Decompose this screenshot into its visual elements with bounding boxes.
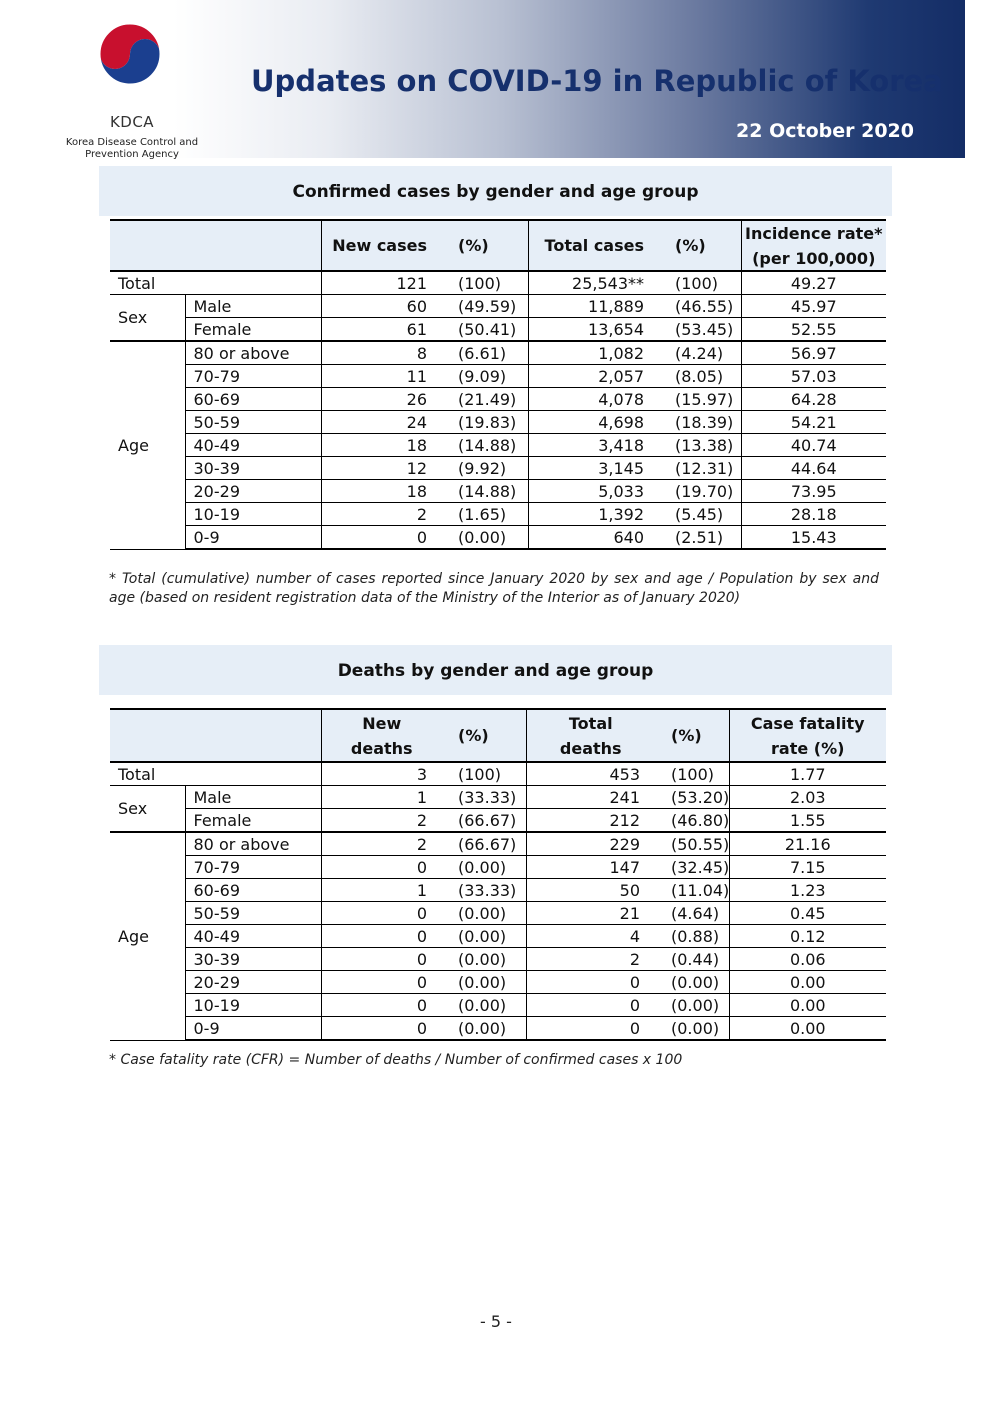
new-pct-value: (0.00)	[442, 948, 526, 971]
row-label: 80 or above	[185, 832, 321, 856]
table-header-row	[110, 709, 886, 762]
table-row	[110, 411, 886, 434]
row-label: 40-49	[185, 925, 321, 948]
rate-value: 21.16	[729, 832, 886, 856]
deaths-section-title: Deaths by gender and age group	[99, 645, 892, 695]
total-pct-value: (53.20)	[655, 786, 729, 809]
total-value: 147	[526, 856, 655, 879]
row-label: Male	[185, 786, 321, 809]
new-pct-value: (33.33)	[442, 879, 526, 902]
row-label: 20-29	[185, 971, 321, 994]
row-label: 10-19	[185, 994, 321, 1017]
new-value: 11	[321, 365, 442, 388]
total-value: 2	[526, 948, 655, 971]
new-value: 12	[321, 457, 442, 480]
col-header-new-deaths	[321, 709, 442, 762]
group-label-age: Age	[110, 832, 185, 1040]
total-value: 3,418	[528, 434, 659, 457]
new-pct-value: (0.00)	[442, 856, 526, 879]
new-pct-value: (14.88)	[442, 434, 528, 457]
new-value: 0	[321, 971, 442, 994]
new-value: 1	[321, 879, 442, 902]
col-header-rate-line1: Case fatality	[750, 713, 865, 733]
rate-value: 7.15	[729, 856, 886, 879]
total-pct-value: (0.00)	[655, 1017, 729, 1041]
total-pct-value: (46.80)	[655, 809, 729, 833]
new-value: 0	[321, 902, 442, 925]
col-header-incidence-rate	[741, 220, 886, 271]
new-value: 2	[321, 832, 442, 856]
row-label: 50-59	[185, 411, 321, 434]
new-pct-value: (0.00)	[442, 994, 526, 1017]
table-row	[110, 295, 886, 318]
rate-value: 73.95	[741, 480, 886, 503]
table-row	[110, 503, 886, 526]
page-title: Updates on COVID-19 in Republic of Korea	[251, 64, 943, 98]
row-label: 40-49	[185, 434, 321, 457]
new-value: 24	[321, 411, 442, 434]
new-value: 0	[321, 1017, 442, 1041]
col-header-total-line2: deaths	[559, 738, 622, 758]
total-value: 50	[526, 879, 655, 902]
total-pct-value: (100)	[659, 271, 741, 295]
kdca-logo	[62, 20, 202, 160]
rate-value: 0.00	[729, 1017, 886, 1041]
new-pct-value: (0.00)	[442, 971, 526, 994]
total-value: 229	[526, 832, 655, 856]
row-label: 10-19	[185, 503, 321, 526]
new-pct-value: (21.49)	[442, 388, 528, 411]
table-row	[110, 434, 886, 457]
rate-value: 57.03	[741, 365, 886, 388]
total-value: 241	[526, 786, 655, 809]
total-value: 3,145	[528, 457, 659, 480]
col-header-total-deaths	[526, 709, 655, 762]
col-header-rate-line2: (per 100,000)	[752, 248, 876, 268]
new-value: 3	[321, 762, 442, 786]
total-pct-value: (19.70)	[659, 480, 741, 503]
total-value: 4	[526, 925, 655, 948]
new-pct-value: (6.61)	[442, 341, 528, 365]
table-row	[110, 902, 886, 925]
rate-value: 1.55	[729, 809, 886, 833]
total-pct-value: (8.05)	[659, 365, 741, 388]
total-value: 2,057	[528, 365, 659, 388]
confirmed-table-body	[110, 220, 886, 549]
new-pct-value: (9.09)	[442, 365, 528, 388]
rate-value: 52.55	[741, 318, 886, 342]
table-row	[110, 480, 886, 503]
row-label-total: Total	[110, 271, 321, 295]
total-pct-value: (100)	[655, 762, 729, 786]
row-label: 70-79	[185, 365, 321, 388]
total-pct-value: (2.51)	[659, 526, 741, 550]
total-pct-value: (11.04)	[655, 879, 729, 902]
table-row	[110, 994, 886, 1017]
table-row	[110, 925, 886, 948]
total-value: 0	[526, 994, 655, 1017]
group-label-sex: Sex	[110, 786, 185, 833]
table-row-total	[110, 271, 886, 295]
table-row	[110, 341, 886, 365]
col-header-total-pct: (%)	[659, 220, 741, 271]
new-value: 0	[321, 856, 442, 879]
total-pct-value: (50.55)	[655, 832, 729, 856]
deaths-footnote: * Case fatality rate (CFR) = Number of deaths / Number of confirmed cases x 100	[109, 1052, 683, 1068]
col-header-new-pct: (%)	[442, 709, 526, 762]
total-value: 25,543**	[528, 271, 659, 295]
total-value: 212	[526, 809, 655, 833]
total-pct-value: (18.39)	[659, 411, 741, 434]
rate-value: 0.00	[729, 994, 886, 1017]
rate-value: 28.18	[741, 503, 886, 526]
org-name	[62, 137, 202, 161]
new-pct-value: (0.00)	[442, 1017, 526, 1041]
row-label: 70-79	[185, 856, 321, 879]
org-name-line1: Korea Disease Control and	[65, 137, 199, 148]
table-row	[110, 832, 886, 856]
total-pct-value: (53.45)	[659, 318, 741, 342]
table-row	[110, 879, 886, 902]
total-pct-value: (5.45)	[659, 503, 741, 526]
total-pct-value: (12.31)	[659, 457, 741, 480]
row-label: 0-9	[185, 526, 321, 550]
page-header	[0, 0, 965, 158]
table-header-row	[110, 220, 886, 271]
taegeuk-emblem-icon	[98, 22, 162, 86]
new-value: 2	[321, 809, 442, 833]
row-label: 50-59	[185, 902, 321, 925]
row-label: Female	[185, 318, 321, 342]
deaths-table	[110, 708, 886, 1041]
rate-value: 1.77	[729, 762, 886, 786]
total-pct-value: (4.64)	[655, 902, 729, 925]
total-pct-value: (32.45)	[655, 856, 729, 879]
col-header-new-line1: New	[362, 713, 402, 733]
new-value: 0	[321, 948, 442, 971]
group-label-age: Age	[110, 341, 185, 549]
new-pct-value: (49.59)	[442, 295, 528, 318]
confirmed-footnote: * Total (cumulative) number of cases reported since January 2020 by sex and age / Population by sex and age (based on resident registration data of the Ministry of the Interior as of January 2020)	[109, 571, 879, 606]
row-label: 60-69	[185, 879, 321, 902]
row-label: 20-29	[185, 480, 321, 503]
row-label: 30-39	[185, 948, 321, 971]
row-label: Female	[185, 809, 321, 833]
table-row	[110, 388, 886, 411]
total-value: 21	[526, 902, 655, 925]
table-row	[110, 318, 886, 342]
new-value: 0	[321, 994, 442, 1017]
row-label: Male	[185, 295, 321, 318]
new-pct-value: (1.65)	[442, 503, 528, 526]
new-value: 26	[321, 388, 442, 411]
row-label: 30-39	[185, 457, 321, 480]
rate-value: 56.97	[741, 341, 886, 365]
table-row	[110, 365, 886, 388]
col-header-new-pct: (%)	[442, 220, 528, 271]
new-value: 121	[321, 271, 442, 295]
new-pct-value: (66.67)	[442, 809, 526, 833]
total-value: 0	[526, 971, 655, 994]
rate-value: 54.21	[741, 411, 886, 434]
total-pct-value: (4.24)	[659, 341, 741, 365]
total-value: 640	[528, 526, 659, 550]
total-pct-value: (0.88)	[655, 925, 729, 948]
deaths-table-body	[110, 709, 886, 1040]
rate-value: 40.74	[741, 434, 886, 457]
new-pct-value: (19.83)	[442, 411, 528, 434]
new-value: 2	[321, 503, 442, 526]
rate-value: 64.28	[741, 388, 886, 411]
row-label: 0-9	[185, 1017, 321, 1041]
new-pct-value: (100)	[442, 271, 528, 295]
table-row	[110, 948, 886, 971]
total-value: 5,033	[528, 480, 659, 503]
new-pct-value: (66.67)	[442, 832, 526, 856]
total-value: 11,889	[528, 295, 659, 318]
total-pct-value: (13.38)	[659, 434, 741, 457]
org-abbreviation: KDCA	[109, 113, 155, 131]
row-label: 80 or above	[185, 341, 321, 365]
total-pct-value: (15.97)	[659, 388, 741, 411]
new-value: 0	[321, 526, 442, 550]
table-row	[110, 457, 886, 480]
rate-value: 1.23	[729, 879, 886, 902]
total-value: 0	[526, 1017, 655, 1041]
confirmed-table	[110, 219, 886, 550]
total-pct-value: (0.00)	[655, 971, 729, 994]
total-value: 1,082	[528, 341, 659, 365]
total-pct-value: (0.00)	[655, 994, 729, 1017]
confirmed-section-title: Confirmed cases by gender and age group	[99, 166, 892, 216]
col-header-new-line2: deaths	[350, 738, 413, 758]
new-pct-value: (33.33)	[442, 786, 526, 809]
table-row	[110, 856, 886, 879]
org-name-line2: Prevention Agency	[85, 149, 179, 160]
table-row-total	[110, 762, 886, 786]
new-value: 0	[321, 925, 442, 948]
col-header-total-line1: Total	[568, 713, 613, 733]
new-pct-value: (50.41)	[442, 318, 528, 342]
rate-value: 0.45	[729, 902, 886, 925]
rate-value: 2.03	[729, 786, 886, 809]
new-pct-value: (0.00)	[442, 526, 528, 550]
total-value: 1,392	[528, 503, 659, 526]
table-row	[110, 1017, 886, 1041]
new-value: 18	[321, 434, 442, 457]
total-value: 13,654	[528, 318, 659, 342]
page-number: - 5 -	[480, 1312, 512, 1331]
new-value: 61	[321, 318, 442, 342]
rate-value: 0.06	[729, 948, 886, 971]
table-row	[110, 786, 886, 809]
new-pct-value: (14.88)	[442, 480, 528, 503]
new-value: 60	[321, 295, 442, 318]
group-label-sex: Sex	[110, 295, 185, 342]
total-pct-value: (46.55)	[659, 295, 741, 318]
rate-value: 15.43	[741, 526, 886, 550]
col-header-total-pct: (%)	[655, 709, 729, 762]
rate-value: 45.97	[741, 295, 886, 318]
total-value: 4,078	[528, 388, 659, 411]
col-header-new-cases: New cases	[321, 220, 442, 271]
new-pct-value: (0.00)	[442, 902, 526, 925]
col-header-total-cases: Total cases	[528, 220, 659, 271]
table-row	[110, 971, 886, 994]
new-pct-value: (100)	[442, 762, 526, 786]
rate-value: 44.64	[741, 457, 886, 480]
new-value: 1	[321, 786, 442, 809]
row-label: 60-69	[185, 388, 321, 411]
table-row	[110, 526, 886, 550]
rate-value: 0.12	[729, 925, 886, 948]
table-row	[110, 809, 886, 833]
row-label-total: Total	[110, 762, 321, 786]
total-value: 453	[526, 762, 655, 786]
new-pct-value: (9.92)	[442, 457, 528, 480]
new-pct-value: (0.00)	[442, 925, 526, 948]
new-value: 18	[321, 480, 442, 503]
rate-value: 0.00	[729, 971, 886, 994]
col-header-cfr	[729, 709, 886, 762]
col-header-rate-line2: rate (%)	[771, 738, 845, 758]
report-date: 22 October 2020	[736, 120, 914, 142]
col-header-rate-line1: Incidence rate*	[745, 223, 883, 243]
rate-value: 49.27	[741, 271, 886, 295]
total-value: 4,698	[528, 411, 659, 434]
total-pct-value: (0.44)	[655, 948, 729, 971]
new-value: 8	[321, 341, 442, 365]
